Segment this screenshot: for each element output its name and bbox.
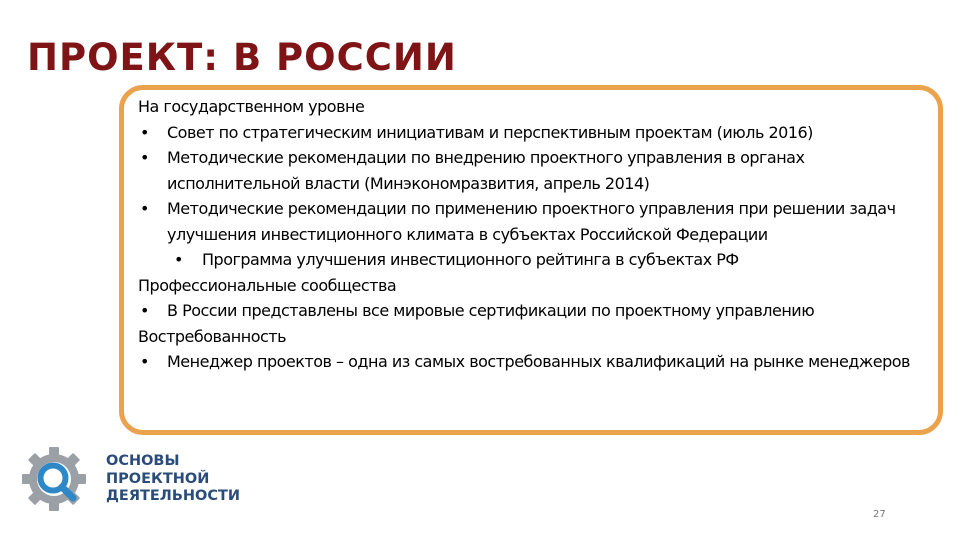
page-number: 27	[873, 509, 886, 520]
content-list	[138, 94, 928, 375]
logo-text-line: ОСНОВЫ	[106, 453, 180, 469]
section-heading: Профессиональные сообщества	[138, 275, 397, 295]
list-item: • Методические рекомендации по внедрению проектного управления в органах исполнительной власти (Минэкономразвития, апрель 2014)	[138, 145, 928, 196]
logo-text-line: ПРОЕКТНОЙ	[106, 470, 210, 487]
list-item: • Совет по стратегическим инициативам и перспективным проектам (июль 2016)	[138, 120, 928, 146]
logo-text	[106, 453, 240, 506]
section-heading: На государственном уровне	[138, 97, 365, 116]
logo-text-line: ДЕЯТЕЛЬНОСТИ	[106, 488, 241, 504]
section-heading: Востребованность	[138, 326, 287, 346]
gear-magnifier-icon	[22, 447, 86, 511]
slide-title: ПРОЕКТ: В РОССИИ	[27, 36, 457, 79]
sub-list-item: • Программа улучшения инвестиционного рейтинга в субъектах РФ	[138, 247, 928, 273]
logo	[22, 447, 252, 517]
list-item: • Методические рекомендации по применению проектного управления при решении задач улучшения инвестиционного климата в субъектах Российской Федерации	[138, 196, 928, 247]
list-item: • Менеджер проектов – одна из самых востребованных квалификаций на рынке менеджеров	[138, 349, 928, 375]
list-item: • В России представлены все мировые сертификации по проектному управлению	[138, 298, 928, 324]
